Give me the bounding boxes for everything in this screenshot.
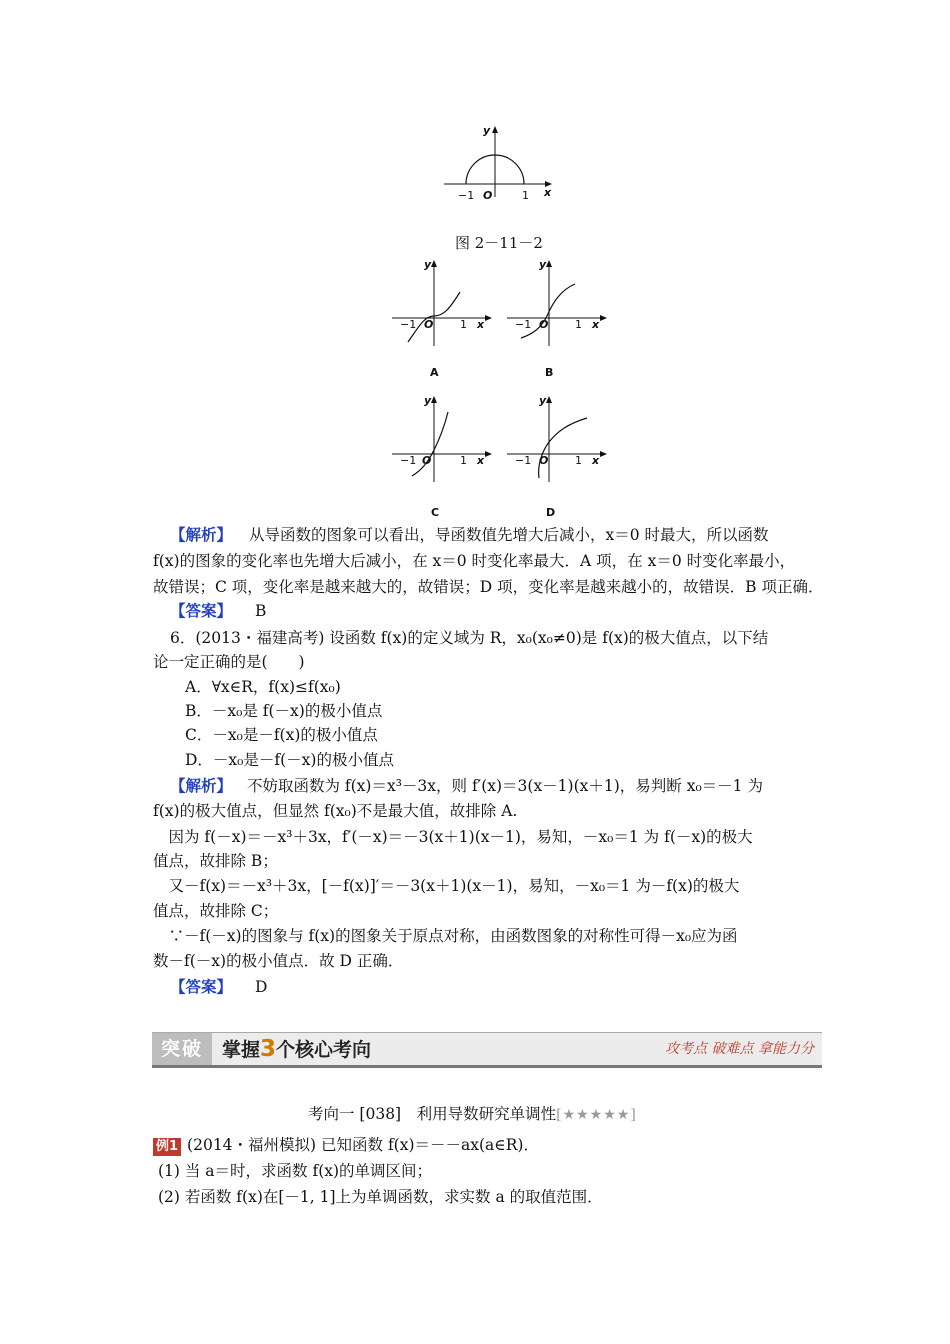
- option-graph-d: [503, 392, 613, 484]
- svg-text:1: 1: [575, 454, 582, 467]
- q6-option-b: B．－x₀是 f(－x)的极小值点: [185, 702, 383, 720]
- svg-text:y: y: [539, 394, 547, 407]
- option-graph-c: [388, 392, 498, 484]
- section-banner: [152, 1032, 822, 1068]
- q6-analysis-line-5: 又－f(x)＝－x³＋3x，[－f(x)]′＝－3(x＋1)(x－1)，易知，－x₀＝1 为－f(x)的极大: [153, 877, 740, 895]
- svg-text:−1: −1: [515, 318, 532, 331]
- option-graph-b: [503, 256, 613, 348]
- svg-text:O: O: [424, 318, 434, 331]
- q5-answer: 【答案】 B: [170, 602, 267, 620]
- svg-text:−1: −1: [400, 318, 417, 331]
- q6-stem-line-2: 论一定正确的是( ): [153, 653, 305, 671]
- svg-text:O: O: [539, 454, 549, 467]
- svg-text:1: 1: [460, 318, 467, 331]
- top-derivative-graph: [440, 122, 555, 202]
- svg-text:y: y: [539, 258, 547, 271]
- svg-text:x: x: [477, 318, 485, 331]
- svg-text:x: x: [592, 454, 600, 467]
- q6-answer: 【答案】 D: [170, 978, 268, 996]
- svg-text:y: y: [424, 258, 432, 271]
- svg-text:1: 1: [575, 318, 582, 331]
- q6-stem-line-1: 6．(2013・福建高考) 设函数 f(x)的定义域为 R，x₀(x₀≠0)是 f(x)的极大值点，以下结: [170, 629, 769, 647]
- q6-analysis-line-3: 因为 f(－x)＝－x³＋3x，f′(－x)＝－3(x＋1)(x－1)，易知，－x₀＝1 为 f(－x)的极大: [153, 828, 753, 846]
- q6-option-a: A．∀x∈R，f(x)≤f(x₀): [185, 678, 341, 696]
- svg-text:O: O: [539, 318, 549, 331]
- q6-analysis-line-8: 数－f(－x)的极小值点．故 D 正确．: [153, 952, 404, 970]
- difficulty-stars: [★★★★★]: [556, 1107, 637, 1123]
- svg-text:x: x: [477, 454, 485, 467]
- example-part-2: (2) 若函数 f(x)在[－1, 1]上为单调函数，求实数 a 的取值范围．: [158, 1188, 603, 1206]
- q6-analysis-line-7: ∵－f(－x)的图象与 f(x)的图象关于原点对称，由函数图象的对称性可得－x₀应为函: [153, 927, 738, 945]
- banner-slogan: 攻考点 破难点 拿能力分: [665, 1041, 814, 1057]
- q5-analysis-line-2: f(x)的图象的变化率也先增大后减小，在 x＝0 时变化率最大．A 项，在 x＝0 时变化率最小，: [153, 552, 796, 570]
- q6-analysis-line-4: 值点，故排除 B；: [153, 852, 278, 870]
- example-badge: 例1: [153, 1138, 181, 1156]
- curve-d: [539, 418, 587, 478]
- example-stem: 例1 (2014・福州模拟) 已知函数 f(x)＝－－ax(a∈R)．: [153, 1134, 539, 1156]
- banner-left-label: 突破: [152, 1033, 212, 1065]
- option-graph-a: [388, 256, 498, 348]
- analysis-tag: 【解析】: [170, 526, 233, 544]
- label-origin: O: [483, 189, 493, 202]
- q6-analysis-line-6: 值点，故排除 C；: [153, 902, 279, 920]
- example-part-1: (1) 当 a＝时，求函数 f(x)的单调区间；: [158, 1162, 433, 1180]
- svg-text:x: x: [592, 318, 600, 331]
- svg-text:1: 1: [460, 454, 467, 467]
- answer-tag: 【答案】: [170, 602, 233, 620]
- svg-text:−1: −1: [400, 454, 417, 467]
- y-arrow-icon: [492, 126, 498, 133]
- figure-caption: 图 2－11－2: [455, 234, 543, 252]
- q5-analysis-line-1: 【解析】 从导函数的图象可以看出，导函数值先增大后减小，x＝0 时最大，所以函数: [170, 526, 769, 544]
- analysis-tag-2: 【解析】: [170, 777, 233, 795]
- label-one: 1: [522, 189, 529, 202]
- q6-option-d: D．－x₀是－f(－x)的极小值点: [185, 751, 394, 769]
- q6-option-c: C．－x₀是－f(x)的极小值点: [185, 726, 378, 744]
- q6-analysis-line-1: 【解析】 不妨取函数为 f(x)＝x³－3x，则 f′(x)＝3(x－1)(x＋1)，易判断 x₀＝－1 为: [170, 777, 763, 795]
- option-label-b: B: [545, 366, 554, 379]
- label-y-axis: y: [483, 124, 491, 137]
- q5-analysis-line-3: 故错误；C 项，变化率是越来越大的，故错误；D 项，变化率是越来越小的，故错误．B 项正确．: [153, 578, 824, 596]
- option-label-c: C: [431, 506, 440, 519]
- option-label-a: A: [430, 366, 439, 379]
- q6-analysis-line-2: f(x)的极大值点，但显然 f(x₀)不是最大值，故排除 A.: [153, 802, 518, 820]
- section-title: 考向一 [038] 利用导数研究单调性[★★★★★]: [308, 1105, 637, 1123]
- option-label-d: D: [546, 506, 556, 519]
- svg-text:−1: −1: [515, 454, 532, 467]
- answer-tag-2: 【答案】: [170, 978, 233, 996]
- svg-text:O: O: [422, 454, 432, 467]
- banner-title: 掌握3个核心考向: [222, 1036, 372, 1062]
- svg-text:y: y: [424, 394, 432, 407]
- label-neg-one: −1: [458, 189, 475, 202]
- label-x-axis: x: [544, 186, 552, 199]
